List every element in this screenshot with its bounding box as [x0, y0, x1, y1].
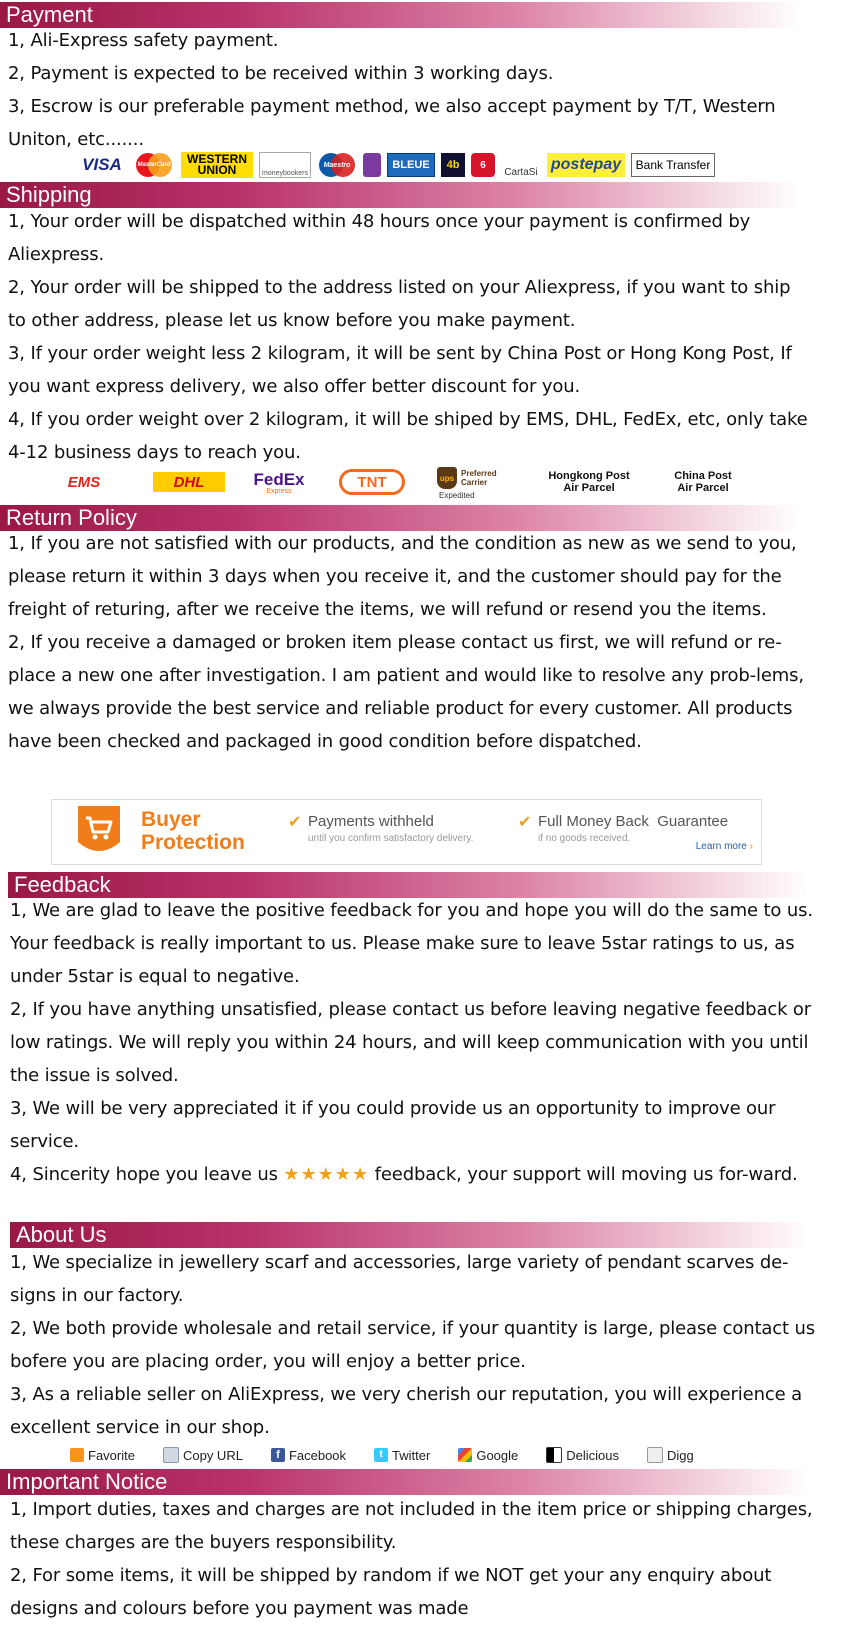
moneybookers-logo: moneybookers: [259, 152, 311, 178]
feedback-line-1: 1, We are glad to leave the positive feedback for you and hope you will do the same to us. Your feedback is really important to us. Please make sure to leave 5star ratings to us, as under 5star is equal to negative.: [10, 900, 813, 987]
check-icon: ✔: [288, 812, 302, 831]
shipping-line-1: 1, Your order will be dispatched within 48 hours once your payment is confirmed by Aliexpress.: [8, 211, 751, 265]
share-google[interactable]: Google: [458, 1447, 518, 1463]
section-header-payment: Payment: [0, 2, 800, 28]
card-logo-dark: 4b: [441, 153, 465, 177]
learn-more-link[interactable]: Learn more ›: [695, 841, 753, 852]
buyer-protection-title: Buyer Protection: [141, 808, 245, 854]
money-back-sub: if no goods received.: [538, 833, 631, 844]
payment-logos: [77, 152, 721, 178]
hongkong-post-logo: Hongkong Post Air Parcel: [548, 470, 630, 494]
bank-transfer-logo: Bank Transfer: [631, 153, 715, 177]
section-header-important-notice: Important Notice: [0, 1469, 810, 1495]
payment-line-1: 1, Ali-Express safety payment.: [8, 30, 279, 51]
carrier-logos: [53, 465, 745, 499]
digg-icon: [647, 1447, 663, 1463]
share-digg[interactable]: Digg: [647, 1447, 694, 1463]
ems-logo: EMS: [67, 473, 101, 491]
card-logo-purple: [363, 153, 381, 177]
fedex-logo: FedEx Express: [253, 469, 305, 495]
feedback-line-2: 2, If you have anything unsatisfied, please contact us before leaving negative feedback or low ratings. We will reply you within 24 hours, and will keep communication with you until the issue is solved.: [10, 999, 812, 1086]
carte-bleue-logo: BLEUE: [387, 153, 435, 177]
payment-line-3: 3, Escrow is our preferable payment method, we also accept payment by T/T, Western Uniton, etc.......: [8, 96, 776, 150]
china-post-logo: China Post Air Parcel: [674, 470, 732, 494]
dhl-logo: DHL: [153, 472, 225, 492]
share-bar: [70, 1447, 722, 1463]
cartasi-logo: CartaSi: [504, 167, 538, 178]
shipping-text: [8, 205, 813, 469]
shopping-cart-icon: [72, 802, 126, 862]
return-policy-text: [8, 527, 813, 758]
delicious-icon: [546, 1447, 562, 1463]
about-text: [10, 1246, 815, 1444]
copy-icon: [163, 1447, 179, 1463]
tnt-logo: TNT: [339, 469, 405, 495]
check-icon: ✔: [518, 812, 532, 831]
about-line-1: 1, We specialize in jewellery scarf and accessories, large variety of pendant scarves de-signs in our factory.: [10, 1252, 789, 1306]
feedback-line-3: 3, We will be very appreciated it if you could provide us an opportunity to improve our service.: [10, 1098, 776, 1152]
section-header-return-policy: Return Policy: [0, 505, 800, 531]
section-header-feedback: Feedback: [8, 872, 808, 898]
mastercard-logo: MasterCard: [133, 152, 175, 178]
notice-text: [10, 1493, 815, 1625]
notice-line-1: 1, Import duties, taxes and charges are not included in the item price or shipping charges, these charges are the buyers responsibility.: [10, 1499, 813, 1553]
payments-withheld-title: Payments withheld: [308, 813, 434, 830]
maestro-logo: Maestro: [317, 152, 357, 178]
share-delicious[interactable]: Delicious: [546, 1447, 619, 1463]
notice-line-2: 2, For some items, it will be shipped by random if we NOT get your any enquiry about designs and colours before you payment was made: [10, 1565, 772, 1619]
return-line-1: 1, If you are not satisfied with our products, and the condition as new as we send to you, please return it within 3 days when you receive it, and the customer should pay for the freight of returing, after we receive the items, we will refund or resend you the items.: [8, 533, 797, 620]
about-line-2: 2, We both provide wholesale and retail service, if your quantity is large, please contact us bofere you are placing order, you will enjoy a better price.: [10, 1318, 815, 1372]
share-facebook[interactable]: f Facebook: [271, 1447, 346, 1463]
share-twitter[interactable]: t Twitter: [374, 1447, 430, 1463]
western-union-logo: WESTERN UNION: [181, 152, 253, 178]
chevron-right-icon: ›: [749, 841, 753, 852]
shipping-line-4: 4, If you order weight over 2 kilogram, it will be shiped by EMS, DHL, FedEx, etc, only take 4-12 business days to reach you.: [8, 409, 808, 463]
payment-line-2: 2, Payment is expected to be received within 3 working days.: [8, 63, 554, 84]
ups-logo: ups Preferred Carrier Expedited: [439, 469, 497, 500]
rss-icon: [70, 1448, 84, 1462]
visa-logo: VISA: [82, 155, 122, 174]
card-logo-red: 6: [471, 153, 495, 177]
shipping-line-2: 2, Your order will be shipped to the address listed on your Aliexpress, if you want to ship to other address, please let us know before you make payment.: [8, 277, 791, 331]
return-line-2: 2, If you receive a damaged or broken item please contact us first, we will refund or re-place a new one after investigation. I am patient and would like to resolve any prob-lems, we always provide the best service and reliable product for every customer. All products have been checked and packaged in good condition before dispatched.: [8, 632, 804, 752]
section-header-about-us: About Us: [10, 1222, 810, 1248]
five-star-rating-icon: ★★★★★: [283, 1164, 370, 1185]
feedback-text: [10, 894, 815, 1191]
facebook-icon: f: [271, 1448, 285, 1462]
shipping-line-3: 3, If your order weight less 2 kilogram, it will be sent by China Post or Hong Kong Post, If you want express delivery, we also offer better discount for you.: [8, 343, 792, 397]
google-icon: [458, 1448, 472, 1462]
share-copy-url[interactable]: Copy URL: [163, 1447, 243, 1463]
payment-text: [8, 24, 813, 156]
twitter-icon: t: [374, 1448, 388, 1462]
section-header-shipping: Shipping: [0, 182, 800, 208]
buyer-protection-banner: [51, 799, 762, 865]
share-favorite[interactable]: Favorite: [70, 1447, 135, 1463]
payments-withheld-sub: until you confirm satisfactory delivery.: [308, 833, 474, 844]
postepay-logo: postepay: [547, 153, 625, 177]
about-line-3: 3, As a reliable seller on AliExpress, we very cherish our reputation, you will experience a excellent service in our shop.: [10, 1384, 802, 1438]
feedback-line-4: 4, Sincerity hope you leave us ★★★★★ feedback, your support will moving us for-ward.: [10, 1164, 798, 1185]
money-back-title: Full Money Back Guarantee: [538, 813, 729, 830]
